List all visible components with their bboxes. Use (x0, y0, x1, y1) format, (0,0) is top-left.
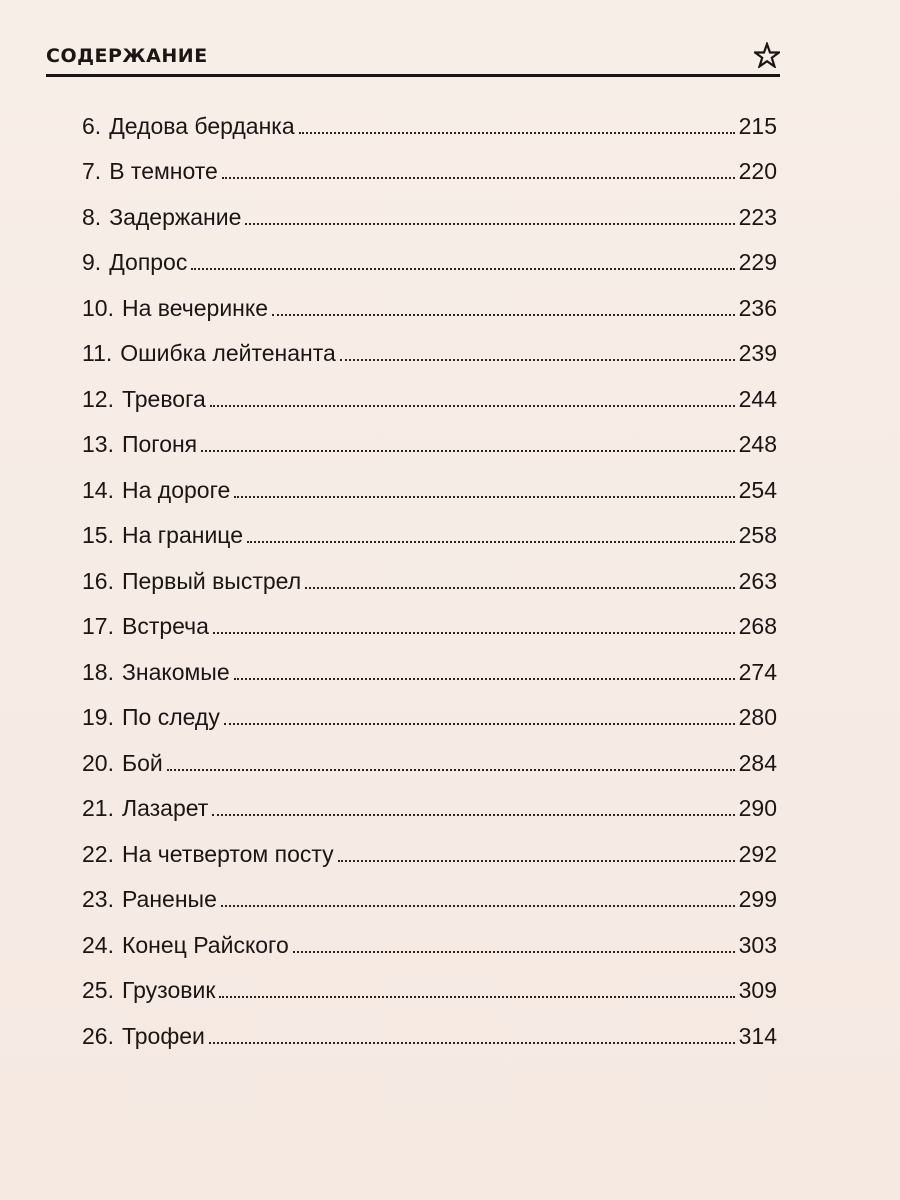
toc-entry-title: На вечеринке (121, 294, 268, 321)
table-of-contents (82, 96, 777, 1052)
toc-entry-leader (210, 405, 735, 407)
toc-entry (82, 642, 777, 688)
toc-entry-title: Бой (121, 749, 163, 776)
toc-entry-number: 9. (82, 249, 102, 275)
toc-entry-number: 26. (82, 1022, 114, 1049)
toc-entry-page: 303 (738, 931, 777, 958)
toc-entry-number: 11. (82, 340, 113, 366)
toc-entry-page: 248 (738, 431, 777, 457)
toc-entry-number: 6. (82, 112, 102, 139)
toc-entry-page: 236 (738, 294, 777, 321)
toc-entry-number: 22. (82, 840, 114, 867)
toc-entry-page: 258 (738, 522, 777, 548)
toc-entry-page: 290 (738, 795, 777, 821)
toc-entry-title: Раненые (121, 886, 217, 912)
page-header (46, 40, 780, 80)
toc-entry (82, 233, 777, 279)
toc-entry-leader (221, 905, 735, 907)
toc-entry-number: 24. (82, 931, 114, 958)
toc-entry-page: 284 (738, 749, 777, 776)
toc-entry-leader (167, 769, 735, 771)
toc-entry (82, 688, 777, 734)
toc-entry (82, 733, 777, 779)
toc-entry (82, 460, 777, 506)
toc-entry-number: 25. (82, 977, 114, 1003)
toc-entry (82, 506, 777, 552)
toc-entry-leader (305, 587, 735, 589)
toc-entry-leader (340, 359, 735, 361)
toc-entry-page: 280 (738, 704, 777, 730)
toc-entry-page: 292 (738, 840, 777, 867)
toc-entry-leader (209, 1042, 735, 1044)
toc-entry-page: 215 (738, 112, 777, 139)
toc-entry-page: 223 (738, 203, 777, 230)
toc-entry-page: 239 (738, 340, 777, 366)
toc-entry-title: Конец Райского (121, 931, 289, 958)
toc-entry-leader (212, 814, 734, 816)
toc-entry (82, 324, 777, 370)
toc-entry-title: Задержание (109, 203, 242, 230)
toc-entry-title: По следу (121, 704, 220, 730)
toc-entry-leader (219, 996, 734, 998)
toc-entry-number: 20. (82, 749, 114, 776)
toc-entry-page: 268 (738, 613, 777, 639)
toc-entry (82, 961, 777, 1007)
toc-entry (82, 369, 777, 415)
toc-entry-number: 16. (82, 567, 114, 594)
toc-entry-number: 18. (82, 658, 114, 685)
toc-entry-leader (338, 860, 735, 862)
toc-entry-title: Дедова берданка (109, 112, 295, 139)
toc-entry-title: Ошибка лейтенанта (120, 340, 336, 366)
toc-entry-number: 21. (82, 795, 114, 821)
toc-entry-number: 12. (82, 385, 114, 412)
toc-entry-leader (213, 632, 735, 634)
header-rule (46, 74, 780, 77)
star-icon (754, 42, 780, 68)
toc-entry-leader (272, 314, 735, 316)
toc-entry-title: Тревога (121, 385, 206, 412)
toc-entry (82, 96, 777, 142)
toc-entry-leader (293, 951, 735, 953)
toc-entry-title: Допрос (109, 249, 188, 275)
toc-entry (82, 415, 777, 461)
toc-entry-title: Трофеи (121, 1022, 205, 1049)
toc-entry-title: Погоня (121, 431, 198, 457)
toc-entry (82, 597, 777, 643)
toc-entry (82, 824, 777, 870)
toc-entry (82, 870, 777, 916)
toc-entry-title: На дороге (121, 476, 231, 503)
toc-entry (82, 1006, 777, 1052)
toc-entry-leader (234, 496, 734, 498)
toc-entry-leader (201, 450, 734, 452)
toc-entry-leader (234, 678, 735, 680)
toc-entry-title: Знакомые (121, 658, 230, 685)
toc-entry-number: 15. (82, 522, 114, 548)
toc-entry-leader (191, 268, 734, 270)
toc-entry-leader (299, 132, 735, 134)
page-title: СОДЕРЖАНИЕ (46, 45, 208, 67)
toc-entry-page: 244 (738, 385, 777, 412)
toc-entry (82, 142, 777, 188)
toc-entry (82, 187, 777, 233)
toc-entry (82, 551, 777, 597)
toc-entry-title: Лазарет (121, 795, 209, 821)
toc-entry-page: 314 (738, 1022, 777, 1049)
toc-entry-page: 299 (738, 886, 777, 912)
toc-entry-page: 263 (738, 567, 777, 594)
toc-entry-page: 309 (738, 977, 777, 1003)
toc-entry-leader (247, 541, 735, 543)
toc-entry-number: 7. (82, 158, 102, 184)
toc-entry (82, 278, 777, 324)
toc-entry-title: Грузовик (121, 977, 216, 1003)
toc-entry-page: 254 (738, 476, 777, 503)
toc-entry-title: На границе (121, 522, 244, 548)
toc-entry-number: 10. (82, 294, 114, 321)
toc-entry-page: 274 (738, 658, 777, 685)
toc-entry-number: 17. (82, 613, 114, 639)
toc-entry-leader (245, 223, 734, 225)
toc-entry-page: 220 (738, 158, 777, 184)
toc-entry-leader (224, 723, 735, 725)
toc-entry-number: 13. (82, 431, 114, 457)
toc-entry-title: Встреча (121, 613, 209, 639)
toc-entry-number: 14. (82, 476, 114, 503)
toc-entry-title: Первый выстрел (121, 567, 302, 594)
toc-entry-number: 23. (82, 886, 114, 912)
toc-entry-number: 19. (82, 704, 114, 730)
toc-entry-title: На четвертом посту (121, 840, 334, 867)
toc-entry-leader (222, 177, 735, 179)
toc-entry (82, 915, 777, 961)
toc-entry-number: 8. (82, 203, 102, 230)
toc-entry (82, 779, 777, 825)
toc-entry-page: 229 (738, 249, 777, 275)
toc-entry-title: В темноте (109, 158, 218, 184)
